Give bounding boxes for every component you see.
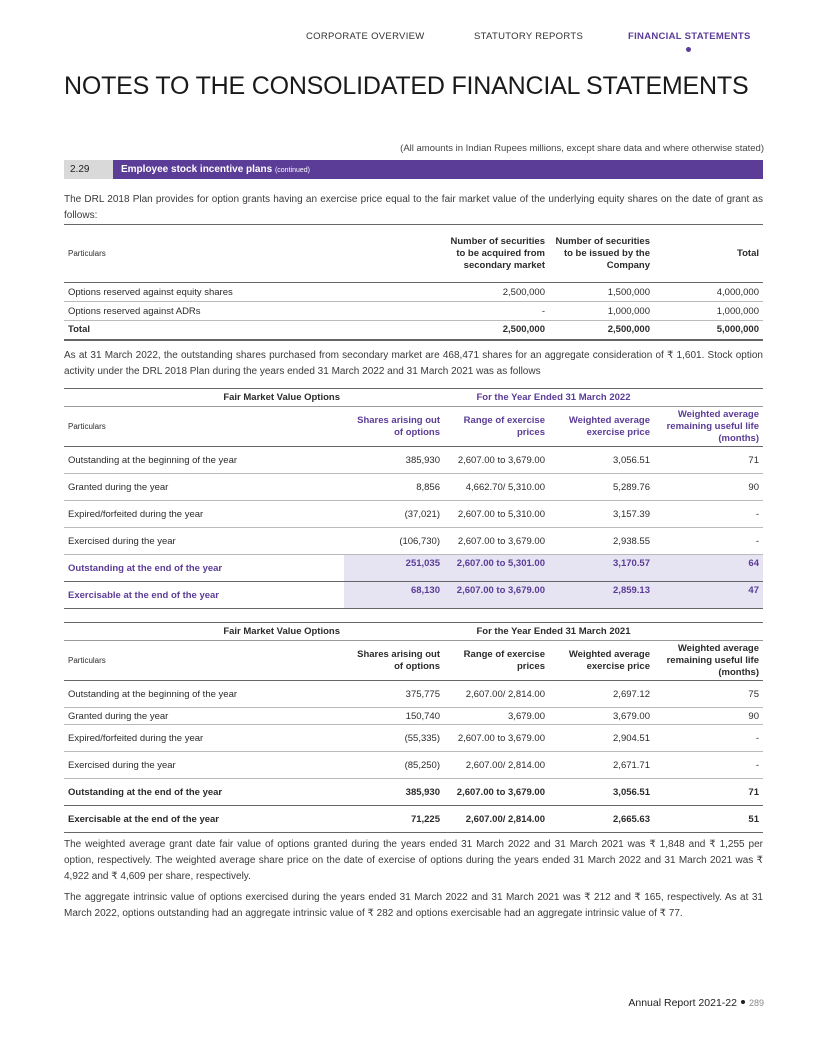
cell: 75 xyxy=(748,688,759,700)
table-caption-row xyxy=(64,623,763,641)
nav-statutory-reports[interactable]: STATUTORY REPORTS xyxy=(474,31,584,42)
cell: 3,679.00 xyxy=(613,710,650,722)
cell: - xyxy=(755,508,759,520)
table-row xyxy=(64,681,763,708)
cell: 2,500,000 xyxy=(502,286,545,298)
cell: 385,930 xyxy=(405,786,440,798)
cell: Outstanding at the beginning of the year xyxy=(68,688,238,700)
cell: 2,671.71 xyxy=(613,759,650,771)
cell: Granted during the year xyxy=(68,481,169,493)
cell: 2,607.00/ 2,814.00 xyxy=(465,813,545,825)
section-title xyxy=(113,160,763,179)
cell: Exercisable at the end of the year xyxy=(68,589,220,601)
cell: 5,289.76 xyxy=(613,481,650,493)
col-header: Shares arising out of options xyxy=(357,414,440,438)
bullet-icon xyxy=(741,1000,745,1004)
table-row xyxy=(64,447,763,474)
col-header: Number of securities to be acquired from secondary market xyxy=(450,235,545,271)
cell: 150,740 xyxy=(405,710,440,722)
intrinsic-value-paragraph: The aggregate intrinsic value of options exercised during the years ended 31 March 2022 and 31 March 2021 was ₹ 212 and ₹ 165, respectively. As at 31 March 2022, options outstanding had an aggregate intrinsic value of ₹ 282 and options exercisable had an aggregate intrinsic value of ₹ 77. xyxy=(64,892,763,919)
cell: 1,000,000 xyxy=(607,305,650,317)
col-header: Shares arising out of options xyxy=(357,648,440,672)
table-row xyxy=(64,474,763,501)
cell: 375,775 xyxy=(405,688,440,700)
col-header: Total xyxy=(737,247,759,259)
fair-value-paragraph: The weighted average grant date fair value of options granted during the years ended 31 March 2022 and 31 March 2021 was ₹ 1,848 and ₹ 1,255 per option, respectively. The weighted average share price on the date of exercise of options during the years ended 31 March 2022 and 31 March 2021 was ₹ 4,922 and ₹ 4,609 per share, respectively. xyxy=(64,839,763,882)
cell: 2,607.00 to 3,679.00 xyxy=(457,535,545,547)
section-title-suffix: (continued) xyxy=(274,167,310,174)
cell: Exercisable at the end of the year xyxy=(68,813,220,825)
fmv-2022-table xyxy=(64,388,763,609)
cell: Granted during the year xyxy=(68,710,169,722)
col-header: Particulars xyxy=(68,421,106,431)
cell: Options reserved against equity shares xyxy=(68,286,233,298)
highlighted-row xyxy=(64,555,763,582)
cell: 385,930 xyxy=(405,454,440,466)
table-row xyxy=(64,302,763,321)
cell: - xyxy=(541,305,545,317)
report-label: Annual Report 2021-22 xyxy=(628,997,737,1009)
nav-corporate-overview[interactable]: CORPORATE OVERVIEW xyxy=(306,31,425,42)
cell: 3,679.00 xyxy=(508,710,545,722)
cell: (37,021) xyxy=(404,508,440,520)
cell: 2,607.00/ 2,814.00 xyxy=(465,759,545,771)
cell: 1,000,000 xyxy=(716,305,759,317)
table-row xyxy=(64,725,763,752)
highlighted-row xyxy=(64,582,763,609)
col-header: Particulars xyxy=(68,248,106,258)
top-navigation xyxy=(0,31,820,55)
cell: 2,938.55 xyxy=(613,535,650,547)
table-header-row xyxy=(64,641,763,681)
cell: Outstanding at the end of the year xyxy=(68,786,223,798)
cell: 71 xyxy=(748,454,759,466)
cell: 2,859.13 xyxy=(549,582,654,609)
cell: Expired/forfeited during the year xyxy=(68,732,204,744)
cell: Outstanding at the beginning of the year xyxy=(68,454,238,466)
cell: Exercised during the year xyxy=(68,759,176,771)
cell: 71 xyxy=(748,786,759,798)
col-header: Particulars xyxy=(68,655,106,665)
fmv-2021-table xyxy=(64,622,763,833)
cell: - xyxy=(755,535,759,547)
cell: (106,730) xyxy=(399,535,440,547)
cell: 1,500,000 xyxy=(607,286,650,298)
cell: 3,056.51 xyxy=(613,454,650,466)
table-caption-row xyxy=(64,389,763,407)
cell: 2,607.00 to 3,679.00 xyxy=(444,582,549,609)
table-row xyxy=(64,528,763,555)
cell: 68,130 xyxy=(344,582,444,609)
col-header: Weighted average exercise price xyxy=(568,414,650,438)
cell: 90 xyxy=(748,710,759,722)
page-title: NOTES TO THE CONSOLIDATED FINANCIAL STATEMENTS xyxy=(64,72,749,100)
cell: (85,250) xyxy=(404,759,440,771)
cell: 64 xyxy=(654,555,763,582)
section-number: 2.29 xyxy=(64,160,113,179)
cell: Options reserved against ADRs xyxy=(68,305,201,317)
col-header: Weighted average remaining useful life (months) xyxy=(666,642,759,678)
col-header: Range of exercise prices xyxy=(463,414,545,438)
cell: 2,607.00/ 2,814.00 xyxy=(465,688,545,700)
cell: (55,335) xyxy=(404,732,440,744)
summary-row xyxy=(64,806,763,833)
cell: Total xyxy=(68,324,90,336)
table-row xyxy=(64,708,763,725)
cell: 4,662.70/ 5,310.00 xyxy=(465,481,545,493)
cell: 3,170.57 xyxy=(549,555,654,582)
period-label: For the Year Ended 31 March 2021 xyxy=(476,626,631,637)
nav-financial-statements[interactable]: FINANCIAL STATEMENTS xyxy=(628,31,751,42)
cell: 4,000,000 xyxy=(716,286,759,298)
col-header: Range of exercise prices xyxy=(463,648,545,672)
table-caption: Fair Market Value Options xyxy=(223,626,340,637)
page-footer xyxy=(628,997,764,1009)
cell: - xyxy=(755,732,759,744)
cell: 8,856 xyxy=(416,481,440,493)
cell: 2,697.12 xyxy=(613,688,650,700)
table-header-row xyxy=(64,225,763,283)
cell: 5,000,000 xyxy=(716,324,759,336)
cell: Outstanding at the end of the year xyxy=(68,562,223,574)
cell: 251,035 xyxy=(344,555,444,582)
period-label: For the Year Ended 31 March 2022 xyxy=(476,392,631,403)
cell: Expired/forfeited during the year xyxy=(68,508,204,520)
cell: 2,607.00 to 5,301.00 xyxy=(444,555,549,582)
table-header-row xyxy=(64,407,763,447)
cell: 2,607.00 to 3,679.00 xyxy=(457,454,545,466)
cell: 3,056.51 xyxy=(613,786,650,798)
cell: 90 xyxy=(748,481,759,493)
col-header: Weighted average remaining useful life (months) xyxy=(666,408,759,444)
cell: 2,665.63 xyxy=(613,813,650,825)
cell: 71,225 xyxy=(410,813,440,825)
cell: 2,607.00 to 5,310.00 xyxy=(457,508,545,520)
cell: 47 xyxy=(654,582,763,609)
cell: 2,607.00 to 3,679.00 xyxy=(457,732,545,744)
cell: - xyxy=(755,759,759,771)
section-title-text: Employee stock incentive plans xyxy=(121,164,273,175)
secondary-market-paragraph: As at 31 March 2022, the outstanding shares purchased from secondary market are 468,471 shares for an aggregate consideration of ₹ 1,601. Stock option activity under the DRL 2018 Plan during the years ended 31 March 2022 and 31 March 2021 was as follows xyxy=(64,350,763,377)
cell: 3,157.39 xyxy=(613,508,650,520)
col-header: Weighted average exercise price xyxy=(568,648,650,672)
amounts-note: (All amounts in Indian Rupees millions, except share data and where otherwise stated) xyxy=(400,143,764,154)
table-row xyxy=(64,501,763,528)
table-caption: Fair Market Value Options xyxy=(223,392,340,403)
section-header xyxy=(64,160,763,179)
cell: Exercised during the year xyxy=(68,535,176,547)
col-header: Number of securities to be issued by the Company xyxy=(555,235,650,271)
page-number: 289 xyxy=(748,998,764,1008)
active-nav-indicator xyxy=(686,47,691,52)
cell: 2,607.00 to 3,679.00 xyxy=(456,786,545,798)
cell: 2,500,000 xyxy=(502,324,545,336)
table-row xyxy=(64,283,763,302)
cell: 51 xyxy=(748,813,759,825)
total-row xyxy=(64,321,763,340)
table-row xyxy=(64,752,763,779)
cell: 2,500,000 xyxy=(607,324,650,336)
summary-row xyxy=(64,779,763,806)
intro-paragraph: The DRL 2018 Plan provides for option grants having an exercise price equal to the fair market value of the underlying equity shares on the date of grant as follows: xyxy=(64,194,763,221)
reserve-table xyxy=(64,224,763,341)
cell: 2,904.51 xyxy=(613,732,650,744)
